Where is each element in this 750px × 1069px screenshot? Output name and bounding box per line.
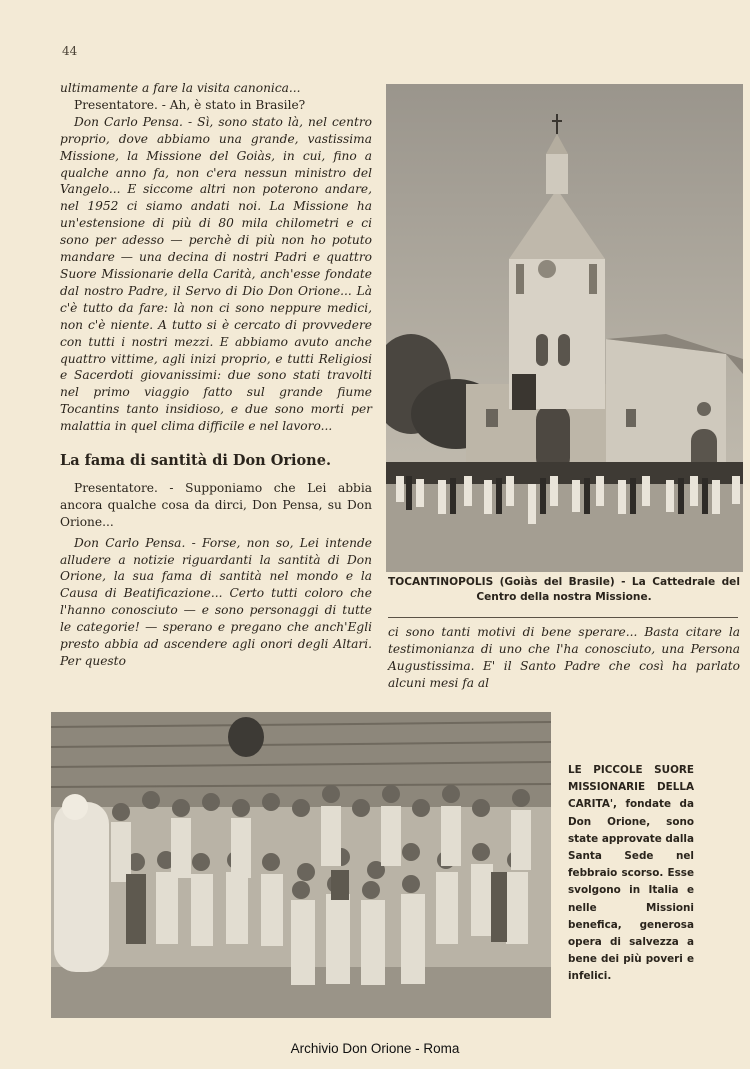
left-column [60,80,372,670]
right-column [388,624,740,692]
section-title: La fama di santità di Don Orione. [60,452,331,470]
cathedral-caption: TOCANTINOPOLIS (Goiàs del Brasile) - La Cattedrale del Centro della nostra Missione. [388,576,740,603]
paragraph: ultimamente a fare la visita canonica... [60,81,301,95]
cathedral-photo [386,84,743,572]
children-photo [51,712,551,1018]
paragraph: Presentatore. - Supponiamo che Lei abbia ancora qualche cosa da dirci, Don Pensa, su Don Orione... [60,480,372,529]
page-number: 44 [62,44,78,58]
archive-footer: Archivio Don Orione - Roma [290,1041,460,1056]
paragraph: ci sono tanti motivi di bene sperare... Basta citare la testimonianza di uno che l'ha conosciuto, una Persona Augustissima. E' il Santo Padre che così ha parlato alcuni mesi fa al [388,625,740,690]
paragraph: Presentatore. - Ah, è stato in Brasile? [74,97,306,112]
paragraph: Don Carlo Pensa. - Sì, sono stato là, nel centro proprio, dove abbiamo una grande, vastissima Missione, la Missione del Goiàs, in cui, fino a qualche anno fa, non c'era nessun ministro del Vangelo... E siccome altri non poterono andare, nel 1952 ci siamo andati noi. La Missione ha un'estensione di più di 80 mila chilometri e ci sono per adesso — perchè di più non ho potuto mandare — una decina di nostri Padri e quattro Suore Missionarie della Carità, anch'esse fondate dal nostro Padre, il Servo di Dio Don Orione... Là c'è tutto da fare: là non ci sono neppure medici, non c'è niente. A tutto si è cercato di provvedere con tutti i nostri mezzi. E abbiamo avuto anche quattro vittime, agli inizi proprio, e tutti Religiosi e Sacerdoti giovanissimi: due sono stati travolti nel primo viaggio fatto sul grande fiume Tocantins tanto insidioso, e due sono morti per malattia in quel clima difficile e nel lavoro... [60,114,372,434]
paragraph: Don Carlo Pensa. - Forse, non so, Lei intende alludere a notizie riguardanti la santità di Don Orione, la sua fama di santità nel mondo e la Causa di Beatificazione... Certo tutti coloro che l'hanno conosciuto — e sono personaggi di tutte le categorie! — sperano e pregano che anch'Egli presto abbia ad ascendere agli onori degli Altari. Per questo [60,535,372,668]
children-caption: LE PICCOLE SUORE MISSIONARIE DELLA CARITA', fondate da Don Orione, sono state approvate dalla Santa Sede nel febbraio scorso. Esse svolgono in Italia e nelle Missioni benefica, generosa opera di salvezza a bene dei più poveri e infelici. [568,764,694,983]
divider [388,617,738,618]
